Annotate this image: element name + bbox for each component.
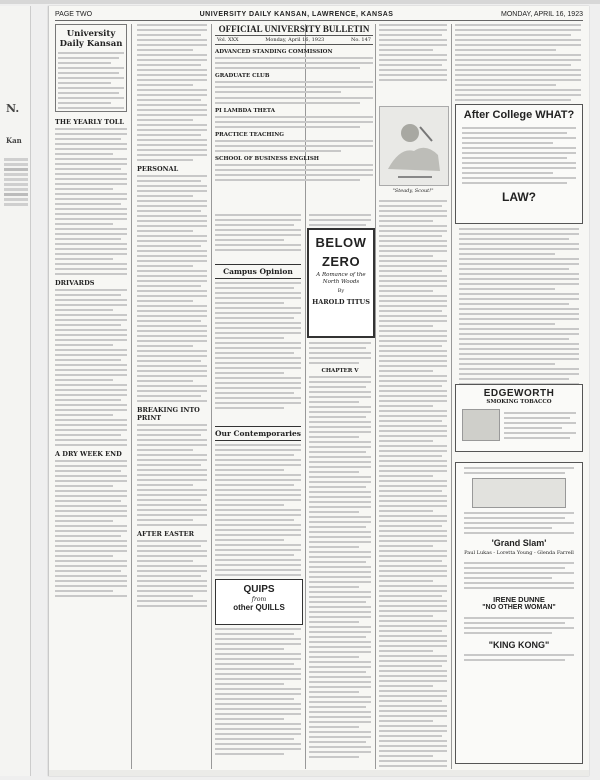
bulletin-heading-1: ADVANCED STANDING COMMISSION xyxy=(215,49,333,55)
issue-date: MONDAY, APRIL 16, 1923 xyxy=(501,10,583,18)
tobacco-tin-image xyxy=(462,409,500,441)
column-rule xyxy=(131,24,132,769)
bulletin-title: OFFICIAL UNIVERSITY BULLETIN xyxy=(218,24,370,34)
campus-column xyxy=(215,214,301,251)
serial-body-1 xyxy=(309,342,371,758)
after-college-title: After College WHAT? xyxy=(463,109,575,121)
no-other-woman-title: "NO OTHER WOMAN" xyxy=(482,604,556,611)
quips-title-2: from xyxy=(251,596,267,603)
edgeworth-subtitle: SMOKING TOBACCO xyxy=(486,399,552,405)
serial-title-2: ZERO xyxy=(321,254,361,269)
quips-body xyxy=(215,628,301,755)
contemporaries-body xyxy=(215,444,301,591)
bulletin-number: No. 147 xyxy=(350,37,371,43)
dog-sled-illustration xyxy=(380,107,448,185)
viewer-top-bar xyxy=(0,0,600,4)
strip-fragment-2: Kan xyxy=(6,136,22,145)
column-rule xyxy=(211,24,212,769)
edgeworth-title: EDGEWORTH xyxy=(483,388,555,399)
column-rule xyxy=(451,24,452,769)
quips-title-3: other QUILLS xyxy=(233,603,285,612)
editorial-heading-1: THE YEARLY TOLL xyxy=(55,118,124,126)
serial-column-2 xyxy=(379,24,447,81)
official-bulletin xyxy=(215,24,373,181)
editorial-heading-2: DRIVARDS xyxy=(55,279,95,287)
serial-illustration xyxy=(379,106,449,186)
bulletin-date: Monday, April 16, 1923 xyxy=(265,37,325,43)
contemporaries-title: Our Contemporaries xyxy=(215,429,301,438)
law-ad-body xyxy=(459,228,579,385)
theater-ad xyxy=(455,462,583,764)
editorial-heading-3: A DRY WEEK END xyxy=(55,450,122,458)
after-college-ad xyxy=(455,104,583,224)
king-kong-title: "KING KONG" xyxy=(488,640,550,650)
after-easter-heading: AFTER EASTER xyxy=(137,530,194,538)
edgeworth-ad xyxy=(455,384,583,452)
personal-heading: PERSONAL xyxy=(137,165,179,173)
page-bottom-margin xyxy=(49,770,589,776)
page-label: PAGE TWO xyxy=(55,10,93,18)
bulletin-heading-4: PRACTICE TEACHING xyxy=(215,132,284,138)
quips-title-1: QUIPS xyxy=(243,584,275,595)
theater-logo xyxy=(472,478,566,508)
law-title: LAW? xyxy=(502,190,536,204)
irene-dunne-title: IRENE DUNNE xyxy=(493,595,545,604)
bulletin-heading-2: GRADUATE CLUB xyxy=(215,73,270,79)
serial-author: HAROLD TITUS xyxy=(312,298,370,306)
personal-column xyxy=(137,24,207,607)
masthead-box xyxy=(55,24,127,112)
campus-opinion-title: Campus Opinion xyxy=(223,267,293,276)
grand-slam-title: 'Grand Slam' xyxy=(491,538,547,548)
campus-opinion-body xyxy=(215,282,301,409)
serial-by: By xyxy=(337,288,345,294)
strip-fragment-1: N. xyxy=(6,102,20,115)
ad-column-top-text xyxy=(455,24,581,116)
bulletin-volume: Vol. XXX xyxy=(217,37,239,43)
quips-box xyxy=(215,579,303,625)
bulletin-meta xyxy=(215,35,373,45)
editorial-column xyxy=(55,24,127,597)
column-rule xyxy=(375,24,376,769)
bulletin-heading-5: SCHOOL OF BUSINESS ENGLISH xyxy=(215,156,319,162)
page-header xyxy=(55,8,583,21)
grand-slam-cast: Paul Lukas - Loretta Young - Glenda Farrell xyxy=(464,550,574,556)
serial-title-1: BELOW xyxy=(315,235,367,250)
campus-opinion-box xyxy=(215,264,301,279)
previous-page-edge xyxy=(0,6,31,776)
serial-column-2-body xyxy=(379,200,447,776)
breaking-into-print-heading: BREAKING INTO PRINT xyxy=(137,406,200,422)
newspaper-page xyxy=(48,6,589,776)
serial-chapter: CHAPTER V xyxy=(321,368,359,374)
paper-title: UNIVERSITY DAILY KANSAN, LAWRENCE, KANSAS xyxy=(199,10,394,18)
contemporaries-box xyxy=(215,426,301,441)
serial-title-box xyxy=(307,228,375,338)
bulletin-heading-3: PI LAMBDA THETA xyxy=(215,108,275,114)
strip-text-lines xyxy=(4,156,28,208)
serial-subtitle: A Romance of the North Woods xyxy=(316,272,366,285)
masthead-title: University Daily Kansan xyxy=(59,29,123,49)
illustration-caption: "Steady, Scout!" xyxy=(392,188,434,194)
